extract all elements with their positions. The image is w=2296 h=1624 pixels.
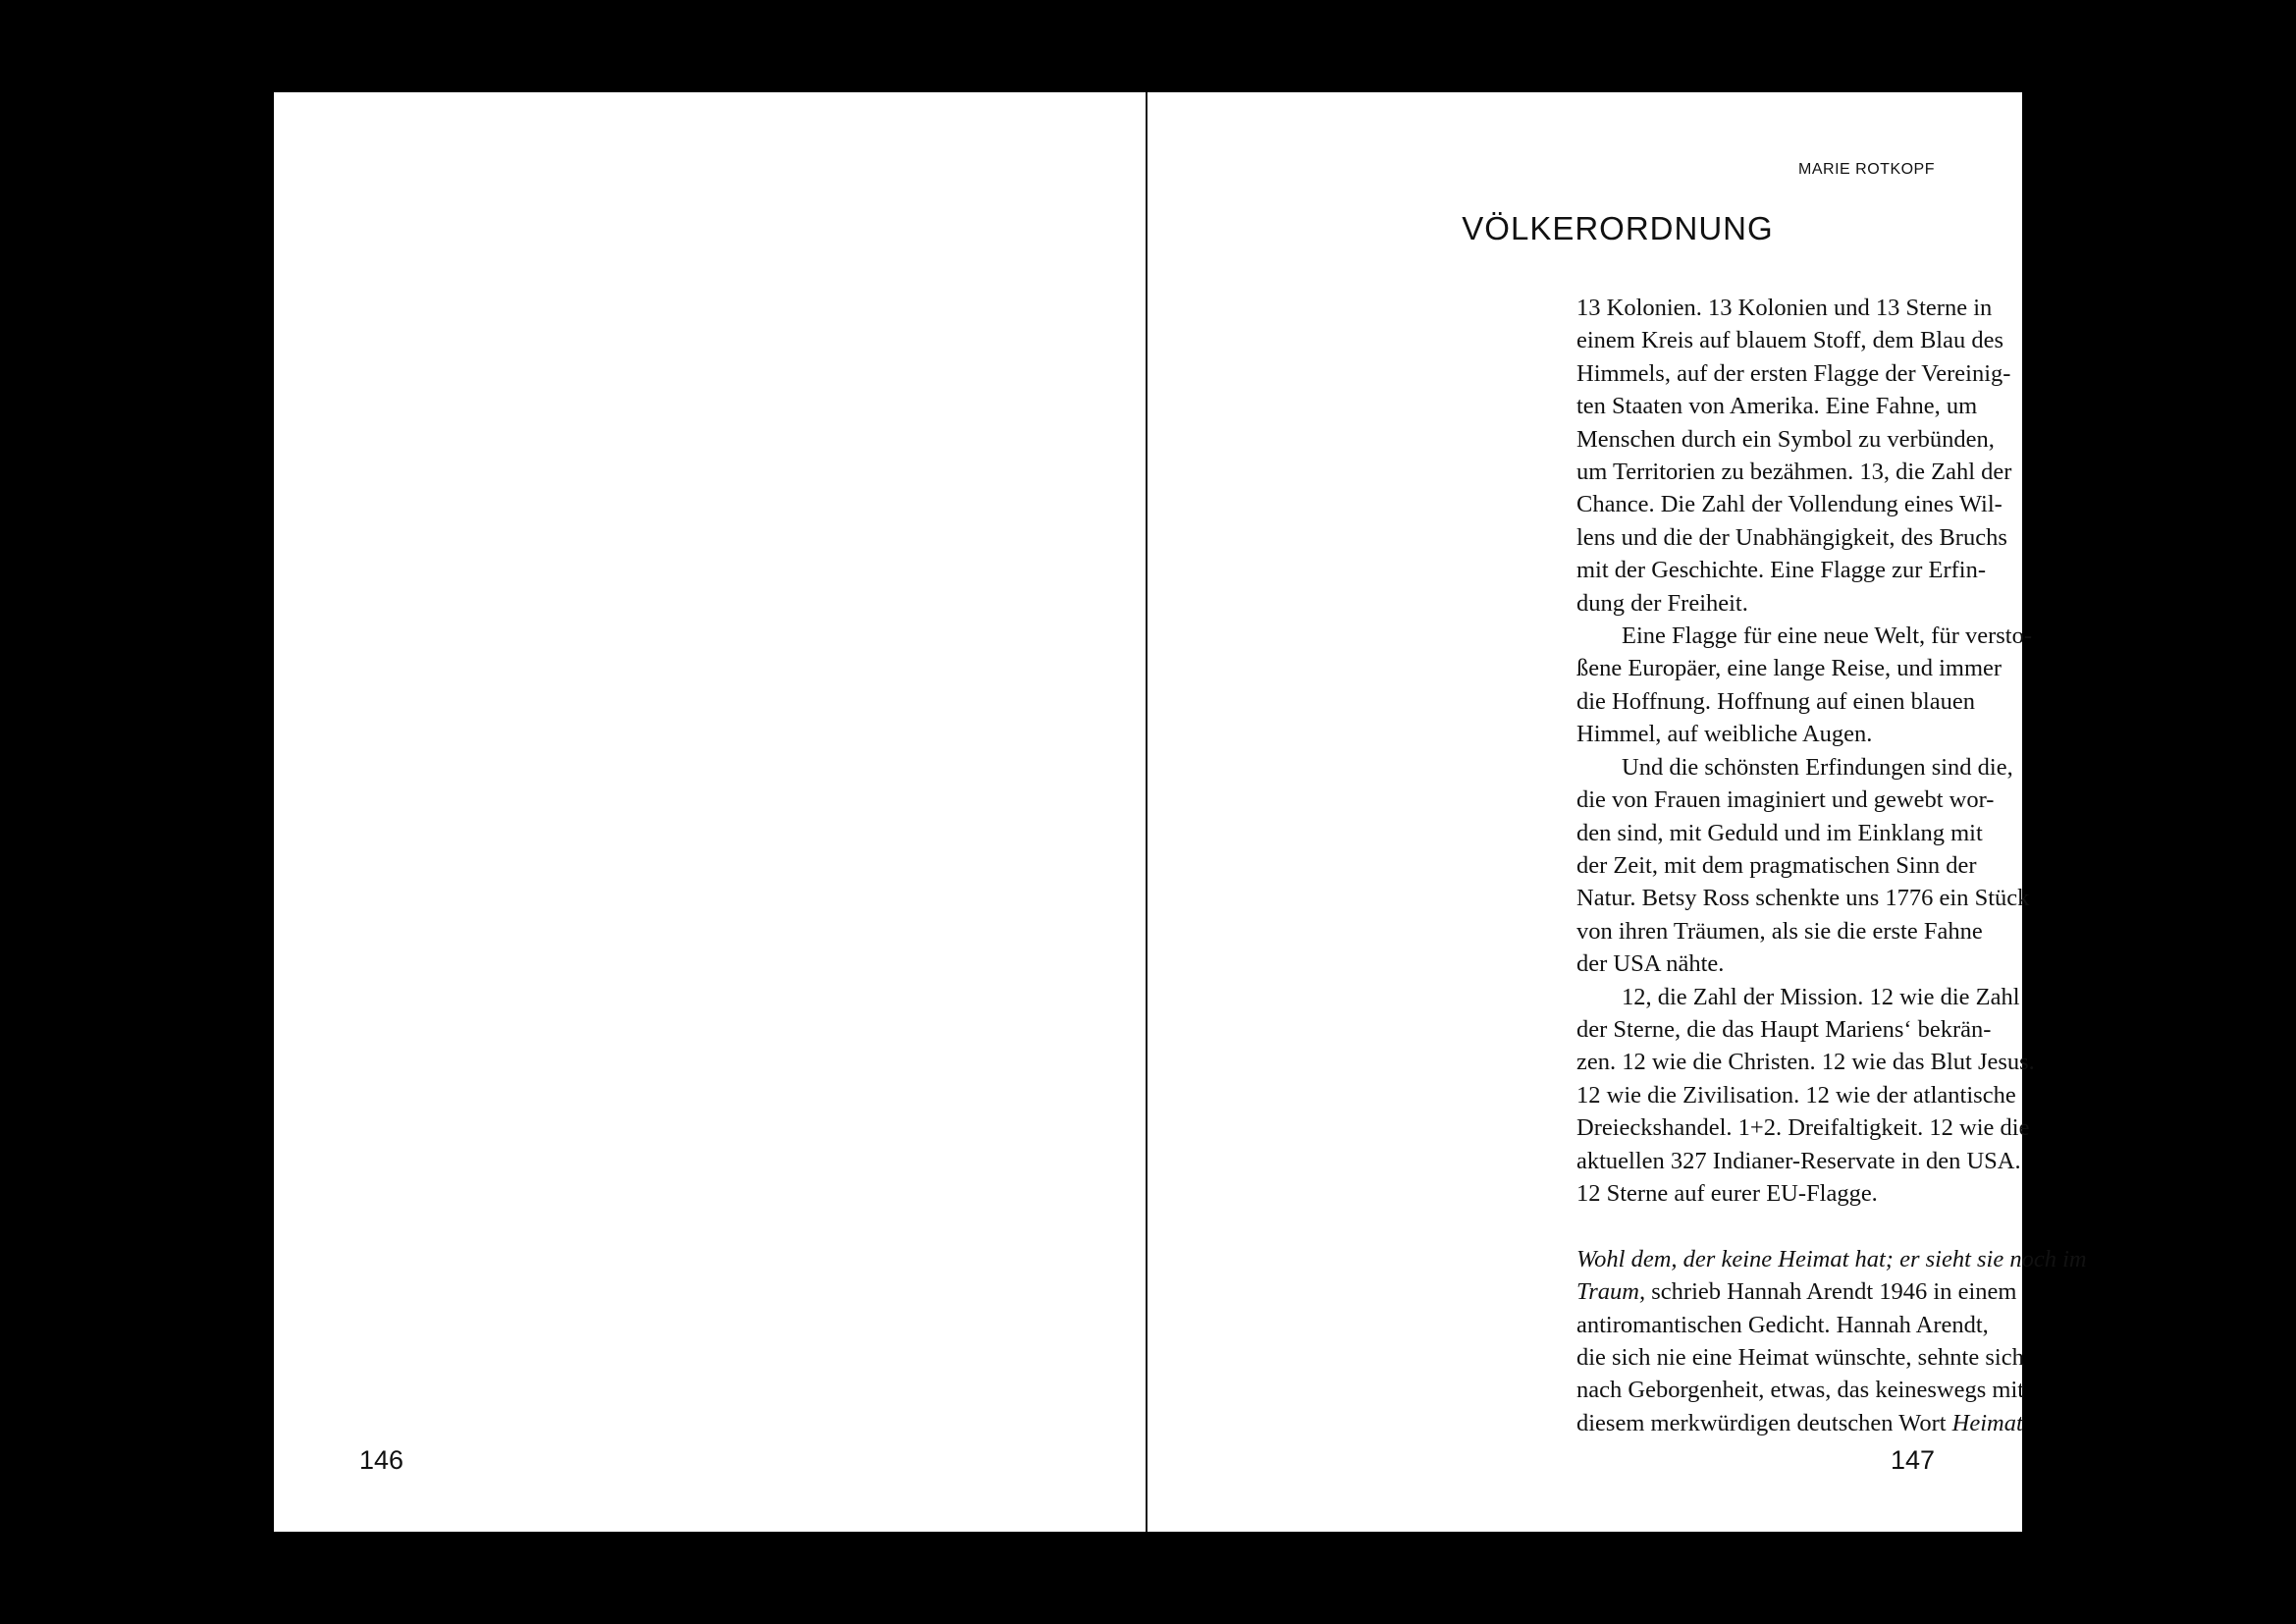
page-number-left: 146 xyxy=(359,1445,404,1475)
text-line: den sind, mit Geduld und im Einklang mit xyxy=(1576,819,1983,846)
final-line-italic: Heimat xyxy=(1951,1409,2023,1436)
text-line: einem Kreis auf blauem Stoff, dem Blau des xyxy=(1576,327,2003,354)
text-line: um Territorien zu bezähmen. 13, die Zahl der xyxy=(1576,459,2012,486)
page-number-right: 147 xyxy=(1890,1445,1935,1475)
text-line: 13 Kolonien. 13 Kolonien und 13 Sterne in xyxy=(1576,295,1993,321)
quote-attribution-text: schrieb Hannah Arendt 1946 in einem xyxy=(1645,1278,2017,1306)
text-line: der Zeit, mit dem pragmatischen Sinn der xyxy=(1576,851,1977,879)
text-line: ten Staaten von Amerika. Eine Fahne, um xyxy=(1576,393,1978,420)
text-line: antiromantischen Gedicht. Hannah Arendt, xyxy=(1576,1311,1989,1338)
text-line: der USA nähte. xyxy=(1576,950,1725,978)
text-line: zen. 12 wie die Christen. 12 wie das Blut Jesus. xyxy=(1576,1049,2035,1076)
body-text xyxy=(1576,292,2087,1439)
text-line: Himmels, auf der ersten Flagge der Vereinig- xyxy=(1576,359,2011,387)
text-line: Natur. Betsy Ross schenkte uns 1776 ein Stück xyxy=(1576,885,2030,912)
text-line: die Hoffnung. Hoffnung auf einen blauen xyxy=(1576,687,1975,715)
quote-attribution-line xyxy=(1576,1275,2017,1308)
text-line: 12, die Zahl der Mission. 12 wie die Zahl xyxy=(1622,983,2020,1010)
text-line: Menschen durch ein Symbol zu verbünden, xyxy=(1576,425,1995,453)
text-line: dung der Freiheit. xyxy=(1576,589,1748,617)
text-line: Und die schönsten Erfindungen sind die, xyxy=(1622,753,2013,781)
running-head-author: MARIE ROTKOPF xyxy=(1798,161,1935,178)
chapter-title: VÖLKERORDNUNG xyxy=(1462,210,1774,246)
quote-italic-end: Traum, xyxy=(1576,1278,1646,1306)
final-line xyxy=(1576,1407,2023,1439)
text-line: aktuellen 327 Indianer-Reservate in den USA. xyxy=(1576,1147,2021,1174)
quote-italic: Wohl dem, der keine Heimat hat; er sieht sie noch im xyxy=(1576,1245,2087,1272)
text-line: die sich nie eine Heimat wünschte, sehnte sich xyxy=(1576,1343,2024,1371)
main-text-block xyxy=(1576,292,2035,1210)
text-line: mit der Geschichte. Eine Flagge zur Erfin- xyxy=(1576,557,1987,584)
left-page xyxy=(274,92,1148,1532)
text-line: ßene Europäer, eine lange Reise, und immer xyxy=(1576,655,2002,682)
quote-line xyxy=(1576,1243,2087,1275)
section-break xyxy=(1576,1210,1934,1242)
text-line: nach Geborgenheit, etwas, das keineswegs mit xyxy=(1576,1377,2025,1404)
after-text-block xyxy=(1576,1309,2025,1407)
text-line: Chance. Die Zahl der Vollendung eines Wil- xyxy=(1576,491,2002,518)
text-line: 12 Sterne auf eurer EU-Flagge. xyxy=(1576,1179,1878,1207)
book-spread xyxy=(274,92,2087,1532)
text-line: Dreieckshandel. 1+2. Dreifaltigkeit. 12 wie die xyxy=(1576,1114,2030,1142)
right-page xyxy=(1148,92,2087,1532)
final-line-roman: diesem merkwürdigen deutschen Wort xyxy=(1576,1409,1952,1436)
text-line: Himmel, auf weibliche Augen. xyxy=(1576,721,1873,748)
text-line: 12 wie die Zivilisation. 12 wie der atlantische xyxy=(1576,1081,2016,1109)
text-line: Eine Flagge für eine neue Welt, für versto- xyxy=(1622,623,2033,650)
text-line: von ihren Träumen, als sie die erste Fahne xyxy=(1576,917,1983,945)
text-line: lens und die der Unabhängigkeit, des Bruchs xyxy=(1576,523,2007,551)
text-line: die von Frauen imaginiert und gewebt wor- xyxy=(1576,786,1995,814)
text-line: der Sterne, die das Haupt Mariens‘ bekrän- xyxy=(1576,1015,1992,1043)
